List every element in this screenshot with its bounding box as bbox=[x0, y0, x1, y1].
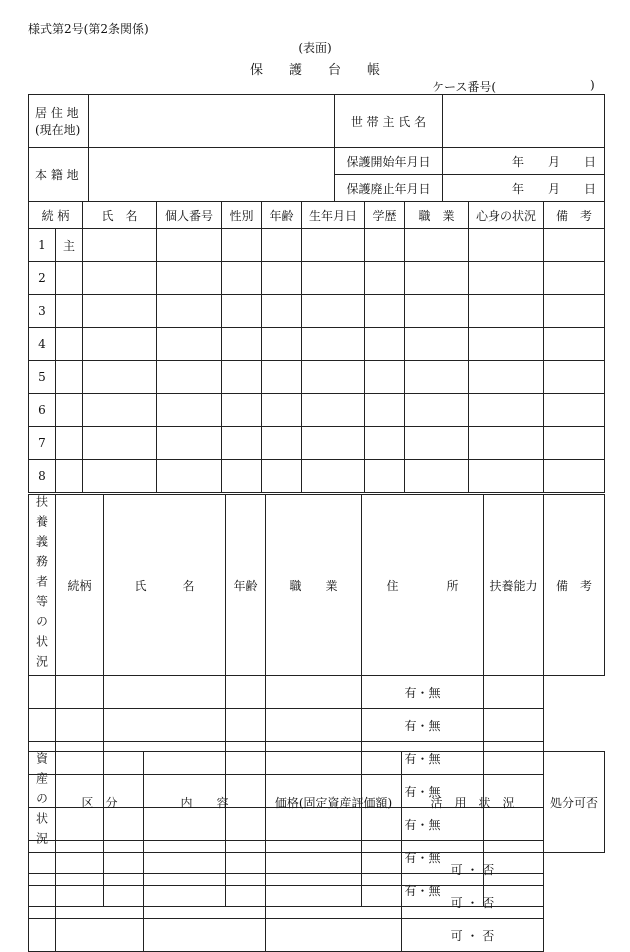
assets-side-text: 資産の状況 bbox=[34, 752, 49, 852]
table-cell[interactable] bbox=[157, 328, 222, 361]
asset-col-price: 価格(固定資産評価額) bbox=[266, 752, 402, 853]
table-cell[interactable] bbox=[83, 427, 157, 460]
head-name-label: 世 帯 主 氏 名 bbox=[335, 95, 443, 148]
row-relation[interactable] bbox=[56, 394, 83, 427]
table-cell[interactable] bbox=[469, 394, 544, 427]
table-cell[interactable] bbox=[262, 328, 302, 361]
table-cell[interactable] bbox=[157, 394, 222, 427]
table-cell[interactable] bbox=[157, 427, 222, 460]
honseki-label: 本 籍 地 bbox=[29, 148, 89, 202]
ability-cell[interactable]: 有・無 bbox=[362, 808, 484, 841]
table-cell[interactable] bbox=[226, 676, 266, 709]
table-cell[interactable] bbox=[469, 262, 544, 295]
table-cell[interactable] bbox=[302, 460, 365, 493]
table-cell[interactable] bbox=[405, 262, 469, 295]
table-cell[interactable] bbox=[302, 295, 365, 328]
start-date-field[interactable]: 年 月 日 bbox=[443, 148, 605, 175]
table-cell[interactable] bbox=[56, 676, 104, 709]
disposal-cell[interactable]: 可 ・ 否 bbox=[402, 853, 544, 886]
table-cell[interactable] bbox=[83, 328, 157, 361]
sup-col-remarks: 備 考 bbox=[544, 495, 605, 676]
table-cell[interactable] bbox=[544, 262, 605, 295]
table-cell[interactable] bbox=[469, 460, 544, 493]
table-row bbox=[29, 328, 605, 361]
table-cell[interactable] bbox=[469, 328, 544, 361]
supporters-header-row bbox=[29, 495, 605, 676]
table-cell[interactable] bbox=[544, 295, 605, 328]
table-row bbox=[29, 460, 605, 493]
table-cell[interactable] bbox=[104, 676, 226, 709]
case-number-input[interactable] bbox=[500, 76, 588, 92]
ability-cell[interactable]: 有・無 bbox=[362, 709, 484, 742]
table-cell[interactable] bbox=[405, 427, 469, 460]
table-cell[interactable] bbox=[222, 361, 262, 394]
end-date-field[interactable]: 年 月 日 bbox=[443, 175, 605, 202]
table-cell[interactable] bbox=[83, 361, 157, 394]
col-occupation: 職 業 bbox=[405, 202, 469, 229]
col-education: 学歴 bbox=[365, 202, 405, 229]
disposal-cell[interactable]: 可 ・ 否 bbox=[402, 886, 544, 919]
members-header-row bbox=[29, 202, 605, 229]
table-cell[interactable] bbox=[302, 361, 365, 394]
row-number: 8 bbox=[29, 460, 56, 493]
table-cell[interactable] bbox=[262, 262, 302, 295]
household-info-table bbox=[28, 94, 605, 202]
table-cell[interactable] bbox=[56, 853, 144, 886]
table-row bbox=[29, 676, 605, 709]
side-label: (表面) bbox=[298, 41, 332, 55]
table-cell[interactable] bbox=[222, 328, 262, 361]
row-number: 2 bbox=[29, 262, 56, 295]
col-age: 年齢 bbox=[262, 202, 302, 229]
head-name-field[interactable] bbox=[443, 95, 605, 148]
table-cell[interactable] bbox=[83, 262, 157, 295]
col-sex: 性別 bbox=[222, 202, 262, 229]
table-cell[interactable] bbox=[302, 328, 365, 361]
table-cell[interactable] bbox=[365, 460, 405, 493]
asset-col-disposal: 処分可否 bbox=[544, 752, 605, 853]
table-cell[interactable] bbox=[405, 460, 469, 493]
table-cell[interactable] bbox=[29, 919, 56, 952]
table-cell[interactable] bbox=[484, 676, 544, 709]
table-cell[interactable] bbox=[83, 394, 157, 427]
table-cell[interactable] bbox=[83, 295, 157, 328]
residence-sub-label: (現在地) bbox=[35, 123, 81, 137]
table-cell[interactable] bbox=[266, 853, 402, 886]
case-number-close: ) bbox=[590, 78, 595, 92]
table-row bbox=[29, 886, 605, 919]
table-cell[interactable] bbox=[469, 295, 544, 328]
table-cell[interactable] bbox=[544, 361, 605, 394]
row-number: 4 bbox=[29, 328, 56, 361]
table-cell[interactable] bbox=[29, 853, 56, 886]
table-cell[interactable] bbox=[29, 886, 56, 919]
row-relation[interactable] bbox=[56, 262, 83, 295]
table-cell[interactable] bbox=[544, 460, 605, 493]
table-cell[interactable] bbox=[405, 361, 469, 394]
col-name: 氏 名 bbox=[83, 202, 157, 229]
table-cell[interactable] bbox=[262, 229, 302, 262]
table-cell[interactable] bbox=[469, 427, 544, 460]
ability-cell[interactable]: 有・無 bbox=[362, 841, 484, 874]
table-cell[interactable] bbox=[469, 361, 544, 394]
table-row bbox=[29, 709, 605, 742]
table-cell[interactable] bbox=[56, 709, 104, 742]
col-birthdate: 生年月日 bbox=[302, 202, 365, 229]
table-cell[interactable] bbox=[365, 394, 405, 427]
table-cell[interactable] bbox=[266, 886, 402, 919]
table-cell[interactable] bbox=[302, 394, 365, 427]
assets-table bbox=[28, 751, 605, 952]
table-cell[interactable] bbox=[56, 886, 144, 919]
table-cell[interactable] bbox=[83, 460, 157, 493]
table-cell[interactable] bbox=[262, 427, 302, 460]
table-cell[interactable] bbox=[222, 295, 262, 328]
residence-label-text: 居 住 地 bbox=[35, 106, 79, 120]
table-row bbox=[29, 262, 605, 295]
table-cell[interactable] bbox=[365, 328, 405, 361]
table-cell[interactable] bbox=[544, 394, 605, 427]
row-number: 1 bbox=[29, 229, 56, 262]
row-relation[interactable]: 主 bbox=[56, 229, 83, 262]
table-cell[interactable] bbox=[544, 229, 605, 262]
table-cell[interactable] bbox=[469, 229, 544, 262]
table-cell[interactable] bbox=[157, 460, 222, 493]
table-cell[interactable] bbox=[405, 295, 469, 328]
table-cell[interactable] bbox=[222, 427, 262, 460]
table-cell[interactable] bbox=[222, 394, 262, 427]
row-relation[interactable] bbox=[56, 295, 83, 328]
table-cell[interactable] bbox=[266, 919, 402, 952]
table-cell[interactable] bbox=[157, 229, 222, 262]
col-condition: 心身の状況 bbox=[469, 202, 544, 229]
disposal-cell[interactable]: 可 ・ 否 bbox=[402, 919, 544, 952]
table-cell[interactable] bbox=[365, 361, 405, 394]
table-row bbox=[29, 394, 605, 427]
table-cell[interactable] bbox=[157, 295, 222, 328]
row-relation[interactable] bbox=[56, 328, 83, 361]
table-cell[interactable] bbox=[29, 676, 56, 709]
table-cell[interactable] bbox=[104, 709, 226, 742]
table-cell[interactable] bbox=[262, 460, 302, 493]
table-row bbox=[29, 427, 605, 460]
table-cell[interactable] bbox=[484, 709, 544, 742]
table-row bbox=[29, 361, 605, 394]
table-cell[interactable] bbox=[266, 709, 362, 742]
col-personal-number: 個人番号 bbox=[157, 202, 222, 229]
residence-label bbox=[29, 95, 89, 148]
ability-cell[interactable]: 有・無 bbox=[362, 775, 484, 808]
row-relation[interactable] bbox=[56, 427, 83, 460]
table-cell[interactable] bbox=[365, 295, 405, 328]
table-cell[interactable] bbox=[262, 295, 302, 328]
ability-cell[interactable]: 有・無 bbox=[362, 742, 484, 775]
assets-header-row bbox=[29, 752, 605, 853]
table-cell[interactable] bbox=[302, 427, 365, 460]
row-number: 6 bbox=[29, 394, 56, 427]
table-cell[interactable] bbox=[365, 427, 405, 460]
table-cell[interactable] bbox=[302, 229, 365, 262]
table-row bbox=[29, 853, 605, 886]
table-cell[interactable] bbox=[222, 229, 262, 262]
asset-col-usage: 活 用 状 況 bbox=[402, 752, 544, 853]
sup-col-age: 年齢 bbox=[226, 495, 266, 676]
table-cell[interactable] bbox=[405, 328, 469, 361]
table-cell[interactable] bbox=[544, 328, 605, 361]
ability-cell[interactable]: 有・無 bbox=[362, 874, 484, 907]
residence-field[interactable] bbox=[89, 95, 335, 148]
row-number: 5 bbox=[29, 361, 56, 394]
table-cell[interactable] bbox=[222, 460, 262, 493]
table-cell[interactable] bbox=[544, 427, 605, 460]
table-cell[interactable] bbox=[144, 886, 266, 919]
row-number: 3 bbox=[29, 295, 56, 328]
table-cell[interactable] bbox=[262, 394, 302, 427]
table-cell[interactable] bbox=[302, 262, 365, 295]
end-date-label: 保護廃止年月日 bbox=[335, 175, 443, 202]
supporters-side-label bbox=[29, 495, 56, 676]
asset-col-category: 区 分 bbox=[56, 752, 144, 853]
row-relation[interactable] bbox=[56, 460, 83, 493]
table-cell[interactable] bbox=[157, 262, 222, 295]
ability-cell[interactable]: 有・無 bbox=[362, 676, 484, 709]
table-cell[interactable] bbox=[365, 262, 405, 295]
col-relation: 続 柄 bbox=[29, 202, 83, 229]
table-cell[interactable] bbox=[29, 709, 56, 742]
asset-col-content: 内 容 bbox=[144, 752, 266, 853]
sup-col-relation: 続柄 bbox=[56, 495, 104, 676]
sup-col-address: 住 所 bbox=[362, 495, 484, 676]
table-cell[interactable] bbox=[144, 919, 266, 952]
table-row bbox=[29, 919, 605, 952]
case-number-label: ケース番号( bbox=[432, 80, 497, 94]
start-date-label: 保護開始年月日 bbox=[335, 148, 443, 175]
supporters-side-text: 扶養義務者等の状況 bbox=[34, 495, 49, 675]
table-cell[interactable] bbox=[56, 919, 144, 952]
members-table bbox=[28, 201, 605, 493]
sup-col-ability: 扶養能力 bbox=[484, 495, 544, 676]
table-cell[interactable] bbox=[144, 853, 266, 886]
table-row bbox=[29, 229, 605, 262]
table-cell[interactable] bbox=[157, 361, 222, 394]
sup-col-name: 氏 名 bbox=[104, 495, 226, 676]
page-title: 保 護 台 帳 bbox=[249, 63, 380, 78]
table-cell[interactable] bbox=[266, 676, 362, 709]
assets-side-label bbox=[29, 752, 56, 853]
table-cell[interactable] bbox=[226, 709, 266, 742]
table-cell[interactable] bbox=[405, 394, 469, 427]
row-number: 7 bbox=[29, 427, 56, 460]
table-cell[interactable] bbox=[222, 262, 262, 295]
table-row bbox=[29, 295, 605, 328]
table-cell[interactable] bbox=[83, 229, 157, 262]
row-relation[interactable] bbox=[56, 361, 83, 394]
form-id: 様式第2号(第2条関係) bbox=[28, 22, 149, 36]
honseki-field[interactable] bbox=[89, 148, 335, 202]
col-remarks: 備 考 bbox=[544, 202, 605, 229]
table-cell[interactable] bbox=[262, 361, 302, 394]
table-cell[interactable] bbox=[405, 229, 469, 262]
sup-col-occupation: 職 業 bbox=[266, 495, 362, 676]
table-cell[interactable] bbox=[365, 229, 405, 262]
